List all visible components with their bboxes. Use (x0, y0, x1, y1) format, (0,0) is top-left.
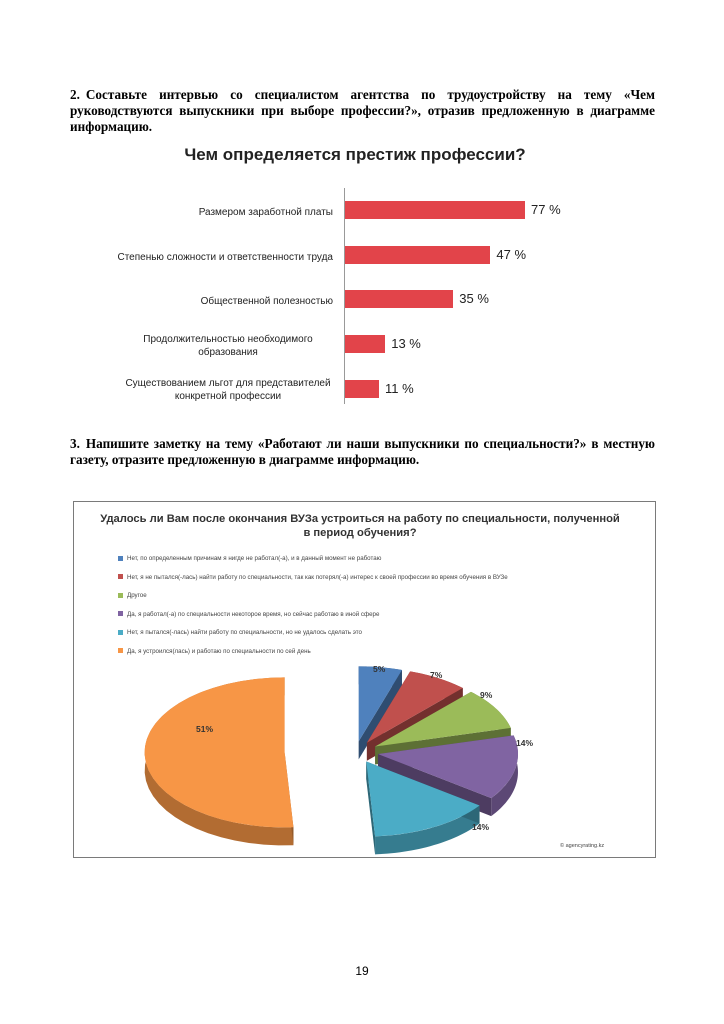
chart2-value-label: 14% (516, 738, 534, 748)
chart2-legend-text: Да, я работал(-а) по специальности некоторое время, но сейчас работаю в иной сфере (127, 610, 380, 618)
chart1-value-label: 35 % (459, 291, 489, 306)
chart2-value-label: 5% (373, 664, 386, 674)
chart2-legend-text: Нет, я не пытался(-лась) найти работу по специальности, так как потерял(-а) интерес к своей профессии во время обучения в ВУЗе (127, 573, 508, 581)
chart2-value-label: 51% (196, 724, 214, 734)
chart1-category-label: Размером заработной платы (198, 207, 333, 218)
chart2-legend-text: Другое (127, 592, 147, 599)
chart1-category-label: Общественной полезностью (200, 296, 333, 307)
chart1-value-label: 77 % (531, 202, 561, 217)
task-2-body: Составьте интервью со специалистом агентства по трудоустройству на тему «Чем руководствуются выпускники при выборе профессии?», отразив предложенную в диаграмме информацию. (70, 87, 655, 134)
chart2-legend-text: Да, я устроился(лась) и работаю по специальности по сей день (127, 647, 311, 655)
chart2-legend-text: Нет, по определенным причинам я нигде не работал(-а), и в данный момент не работаю (127, 555, 382, 562)
page-number: 19 (355, 964, 369, 978)
chart1-title: Чем определяется престиж профессии? (184, 145, 526, 164)
chart1-value-label: 11 % (385, 381, 414, 396)
chart1-category-label: Существованием льгот для представителей конкретной профессии (125, 378, 331, 402)
task-2-number: 2. (70, 87, 80, 102)
chart1-value-label: 47 % (496, 247, 527, 262)
chart2-value-label: 7% (430, 670, 443, 680)
task-3-number: 3. (70, 436, 80, 451)
chart2-legend-text: Нет, я пытался(-лась) найти работу по специальности, но не удалось сделать это (127, 629, 362, 636)
chart2-title: Удалось ли Вам после окончания ВУЗа устроиться на работу по специальности, полученной в период обучения? (100, 513, 620, 539)
chart1-category-label: Степенью сложности и ответственности труда (117, 252, 333, 263)
chart2-credit: © agencyrating.kz (560, 843, 605, 849)
chart1-category-label: Продолжительностью необходимого образования (143, 334, 313, 358)
chart1-value-label: 13 % (391, 336, 421, 351)
chart2-value-label: 9% (480, 690, 493, 700)
chart2-value-label: 14% (472, 822, 490, 832)
task-3-body: Напишите заметку на тему «Работают ли наши выпускники по специальности?» в местную газету, отразите предложенную в диаграмме информацию. (70, 436, 655, 467)
